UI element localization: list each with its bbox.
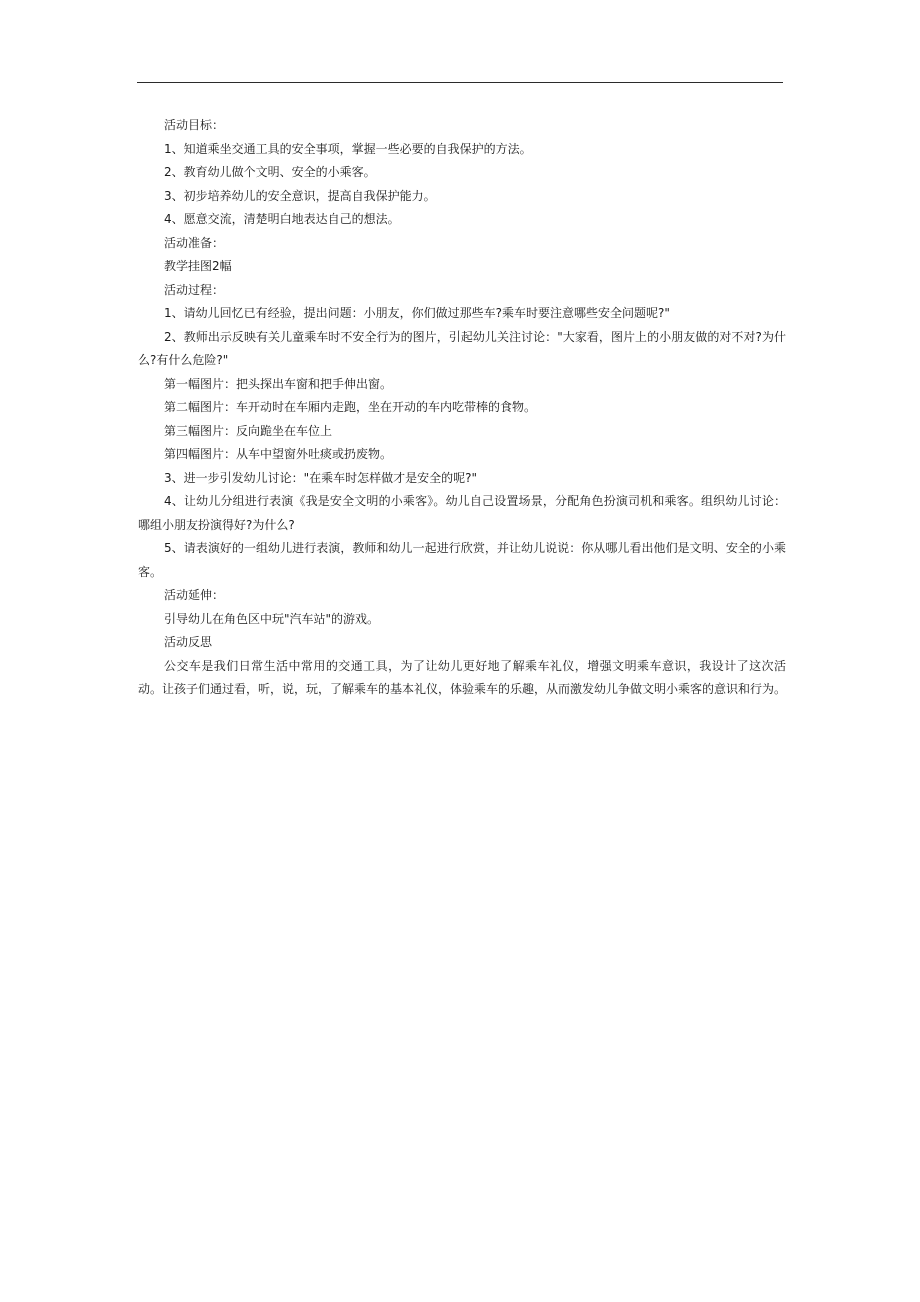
heading-activity-goals: 活动目标：: [164, 118, 225, 132]
heading-activity-process: 活动过程：: [164, 282, 225, 297]
process-step: 5、请表演好的一组幼儿进行表演，教师和幼儿一起进行欣赏，并让幼儿说说：你从哪儿看出他们是文明、安全的小乘客。: [138, 541, 786, 579]
picture-description: 第一幅图片：把头探出车窗和把手伸出窗。: [164, 376, 393, 391]
process-step: 1、请幼儿回忆已有经验，提出问题：小朋友，你们做过那些车?乘车时要注意哪些安全问题呢?": [164, 306, 670, 320]
process-step: 4、让幼儿分组进行表演《我是安全文明的小乘客》。幼儿自己设置场景，分配角色扮演司机和乘客。组织幼儿讨论：哪组小朋友扮演得好?为什么?: [138, 494, 786, 532]
picture-description: 第四幅图片：从车中望窗外吐痰或扔废物。: [164, 447, 393, 461]
preparation-item: 教学挂图2幅: [164, 259, 232, 273]
goal-item: 1、知道乘坐交通工具的安全事项，掌握一些必要的自我保护的方法。: [164, 141, 532, 156]
heading-activity-preparation: 活动准备：: [164, 235, 225, 250]
process-step: 3、进一步引发幼儿讨论："在乘车时怎样做才是安全的呢?": [164, 470, 478, 485]
picture-description: 第三幅图片：反向跪坐在车位上: [164, 423, 333, 438]
extension-item: 引导幼儿在角色区中玩"汽车站"的游戏。: [164, 611, 380, 626]
goal-item: 4、愿意交流，清楚明白地表达自己的想法。: [164, 212, 400, 226]
picture-description: 第二幅图片：车开动时在车厢内走跑，坐在开动的车内吃带棒的食物。: [164, 400, 537, 414]
heading-activity-reflection: 活动反思: [164, 635, 213, 649]
heading-activity-extension: 活动延伸：: [164, 588, 225, 602]
document-body: [138, 114, 786, 702]
process-step: 2、教师出示反映有关儿童乘车时不安全行为的图片，引起幼儿关注讨论："大家看，图片上的小朋友做的对不对?为什么?有什么危险?": [138, 329, 786, 367]
goal-item: 3、初步培养幼儿的安全意识，提高自我保护能力。: [164, 188, 436, 203]
goal-item: 2、教育幼儿做个文明、安全的小乘客。: [164, 165, 376, 179]
header-rule: [137, 82, 783, 83]
reflection-paragraph: 公交车是我们日常生活中常用的交通工具，为了让幼儿更好地了解乘车礼仪，增强文明乘车意识，我设计了这次活动。让孩子们通过看，听，说，玩，了解乘车的基本礼仪，体验乘车的乐趣，从而激发幼儿争做文明小乘客的意识和行为。: [138, 658, 787, 696]
